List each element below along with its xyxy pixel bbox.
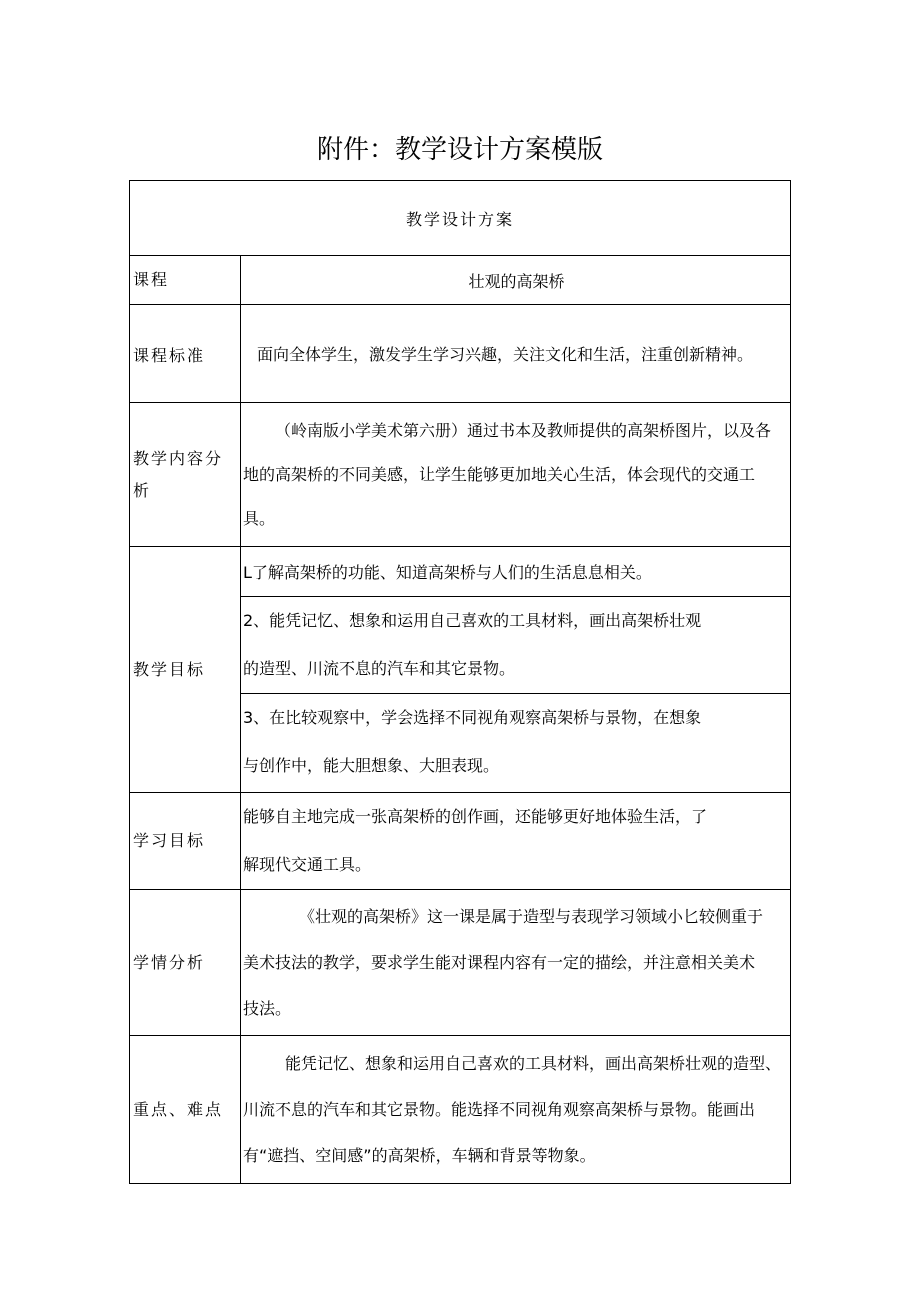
learning-goals-line2: 解现代交通工具。 [243,855,372,874]
standard-value: 面向全体学生，激发学生学习兴趣，关注文化和生活，注重创新精神。 [241,305,791,403]
situation-line1: 《壮观的高架桥》这一课是属于造型与表现学习领域小匕较侧重于 [299,906,764,926]
row-course [130,256,791,305]
goal-3 [241,693,790,792]
content-analysis-label-line1: 教学内容分 [133,448,224,468]
document-title: 附件：教学设计方案模版 [316,135,603,165]
course-value: 壮观的高架桥 [241,256,791,305]
key-points-line2: 川流不息的汽车和其它景物。能选择不同视角观察高架桥与景物。能画出 [243,1099,756,1119]
learning-goals-value [241,793,791,890]
row-content-analysis [130,403,791,547]
content-analysis-label [130,403,241,547]
content-analysis-line3: 具。 [243,508,276,528]
goal-2 [241,596,790,693]
row-key-points [130,1036,791,1184]
situation-line3: 技法。 [243,998,292,1018]
teaching-goals-label: 教学目标 [130,547,241,793]
key-points-label: 重点、难点 [130,1036,241,1184]
situation-line2: 美术技法的教学，要求学生能对课程内容有一定的描绘，并注意相关美术 [243,952,756,972]
standard-label: 课程标准 [130,305,241,403]
content-analysis-label-line2: 析 [133,480,152,500]
situation-value [241,890,791,1036]
key-points-value [241,1036,791,1184]
content-analysis-value [241,403,791,547]
learning-goals-label: 学习目标 [130,793,241,890]
goal-3-line1: 3、在比较观察中，学会选择不同视角观察高架桥与景物，在想象 [243,708,702,727]
goal-2-line2: 的造型、川流不息的汽车和其它景物。 [243,659,516,678]
table-header: 教学设计方案 [130,181,791,256]
learning-goals-line1: 能够自主地完成一张高架桥的创作画，还能够更好地体验生活，了 [243,807,708,826]
course-label: 课程 [130,256,241,305]
teaching-plan-table [129,180,791,1184]
key-points-line3: 有“遮挡、空间感”的高架桥，车辆和背景等物象。 [243,1145,596,1165]
key-points-line1: 能凭记忆、想象和运用自己喜欢的工具材料，画出高架桥壮观的造型、 [285,1053,782,1073]
table-header-row [130,181,791,256]
row-situation [130,890,791,1036]
content-analysis-line2: 地的高架桥的不同美感，让学生能够更加地关心生活，体会现代的交通工 [243,464,756,484]
row-learning-goals [130,793,791,890]
row-teaching-goals [130,547,791,793]
situation-label: 学情分析 [130,890,241,1036]
row-standard [130,305,791,403]
teaching-goals-value [241,547,791,793]
content-analysis-line1: （岭南版小学美术第六册）通过书本及教师提供的高架桥图片，以及各 [275,420,772,440]
goal-3-line2: 与创作中，能大胆想象、大胆表现。 [243,756,500,775]
goal-2-line1: 2、能凭记忆、想象和运用自己喜欢的工具材料，画出高架桥壮观 [243,611,702,630]
goal-1: L了解高架桥的功能、知道高架桥与人们的生活息息相关。 [243,563,652,582]
